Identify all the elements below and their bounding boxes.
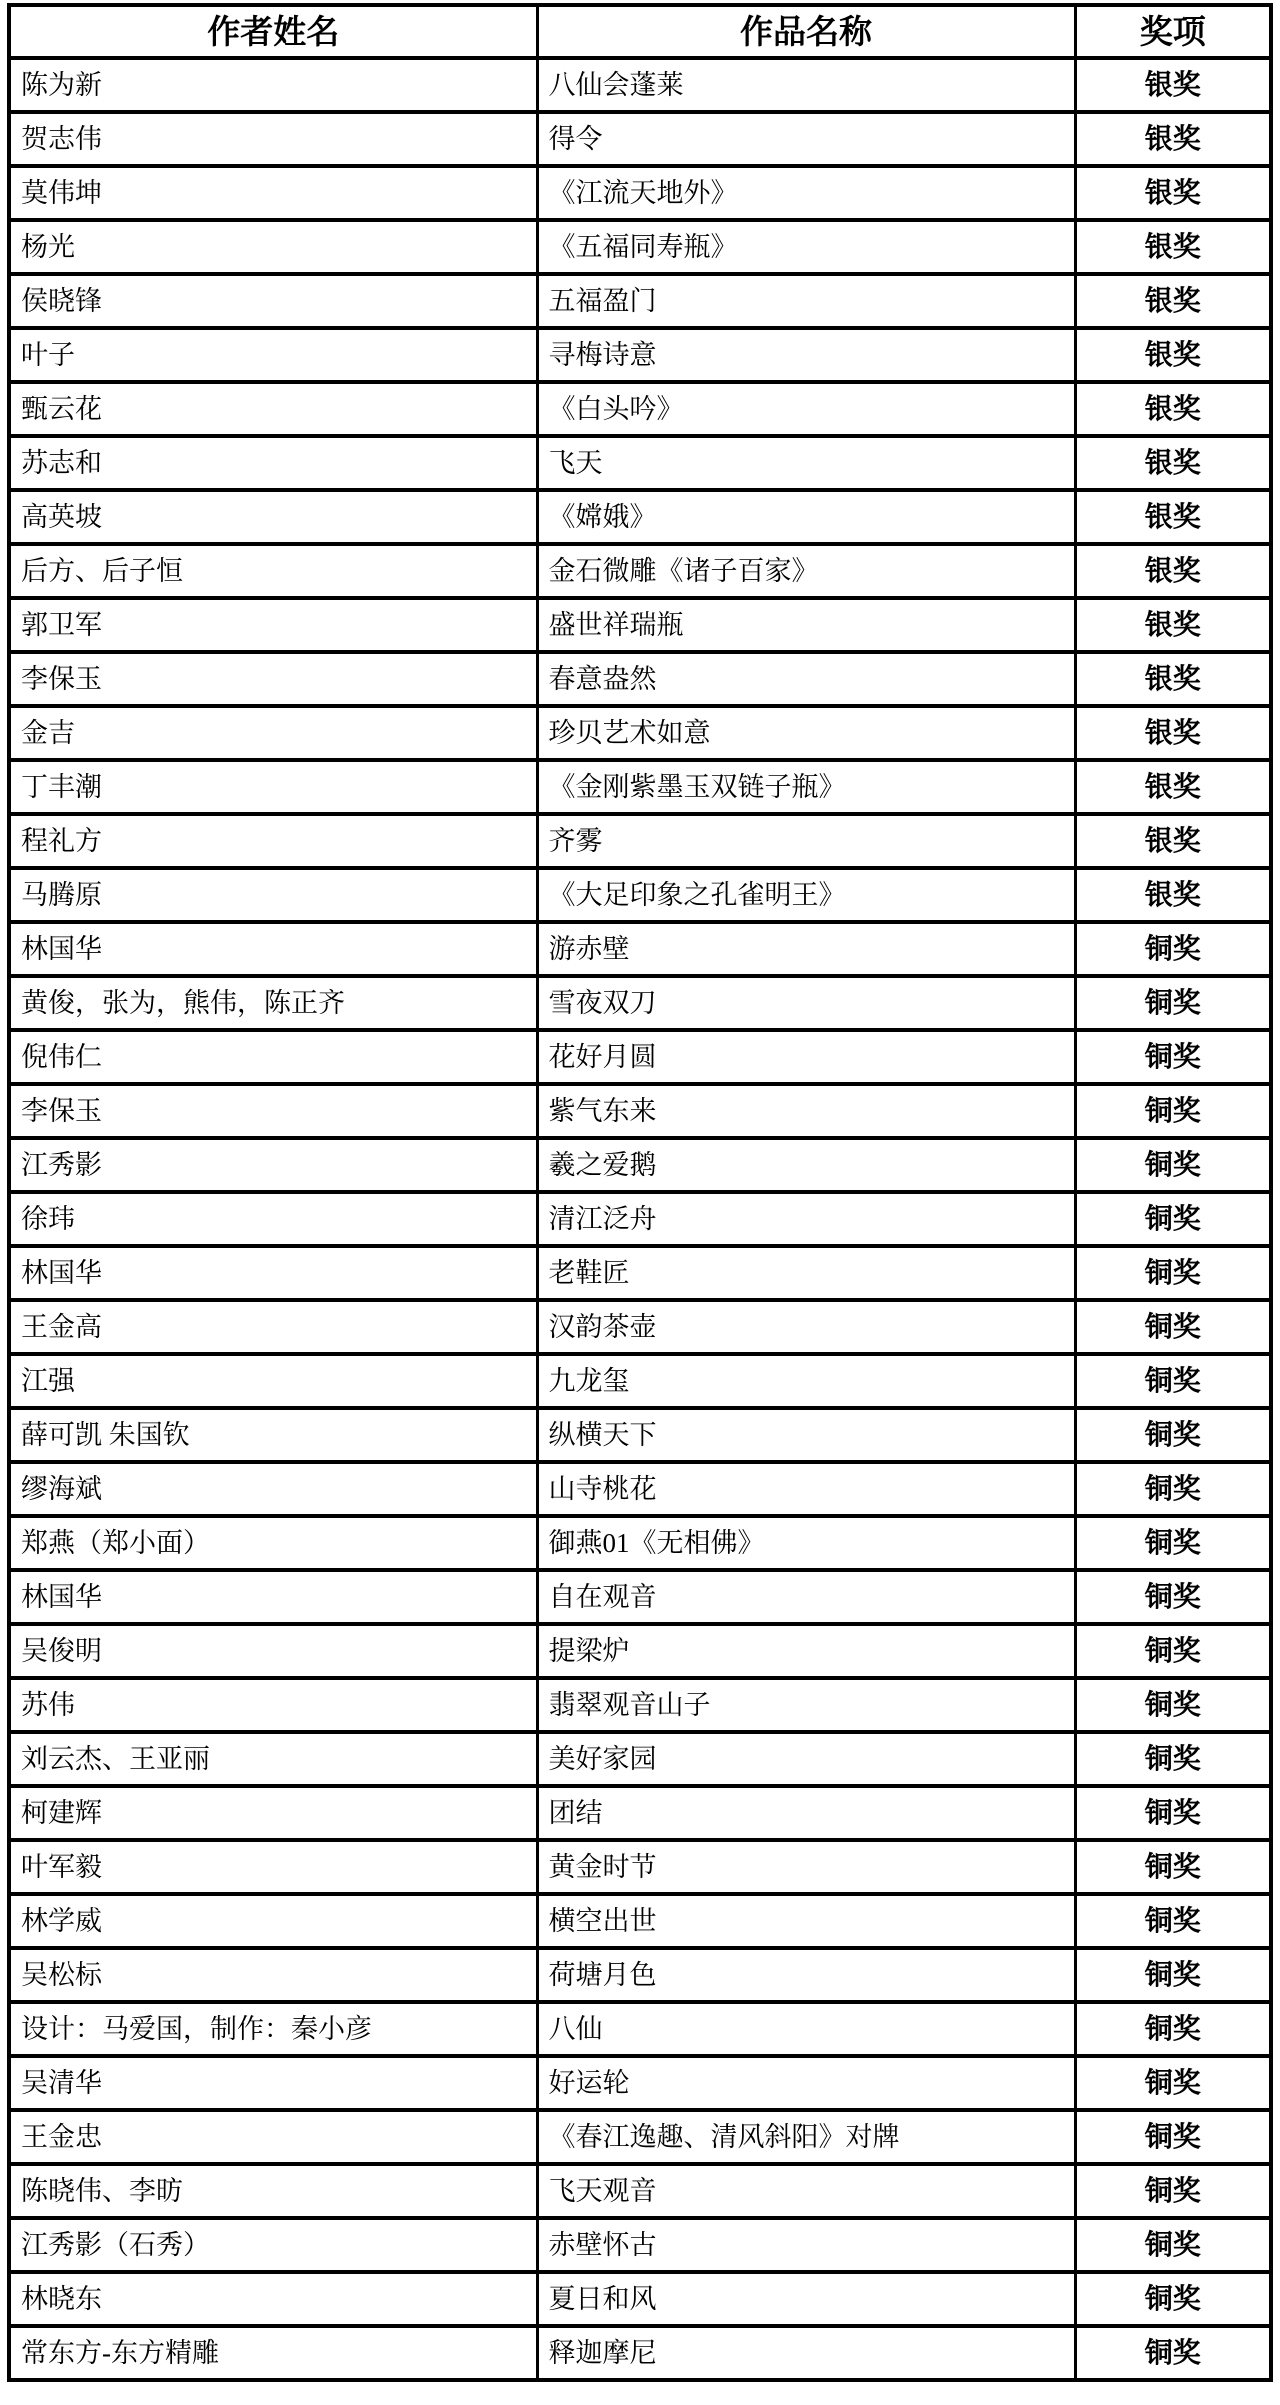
award-cell: 银奖 <box>1075 166 1271 220</box>
author-cell: 马腾原 <box>9 868 537 922</box>
award-cell: 银奖 <box>1075 544 1271 598</box>
work-cell: 美好家园 <box>537 1732 1075 1786</box>
table-row <box>9 274 1271 328</box>
award-cell: 铜奖 <box>1075 2056 1271 2110</box>
work-cell: 紫气东来 <box>537 1084 1075 1138</box>
author-cell: 林国华 <box>9 922 537 976</box>
award-cell: 铜奖 <box>1075 1732 1271 1786</box>
award-cell: 铜奖 <box>1075 976 1271 1030</box>
table-row <box>9 544 1271 598</box>
award-cell: 铜奖 <box>1075 1408 1271 1462</box>
author-cell: 陈为新 <box>9 58 537 112</box>
table-row <box>9 328 1271 382</box>
author-cell: 侯晓锋 <box>9 274 537 328</box>
table-row <box>9 2056 1271 2110</box>
author-cell: 林学威 <box>9 1894 537 1948</box>
author-cell: 甄云花 <box>9 382 537 436</box>
author-cell: 金吉 <box>9 706 537 760</box>
table-row <box>9 1462 1271 1516</box>
work-cell: 《春江逸趣、清风斜阳》对牌 <box>537 2110 1075 2164</box>
author-cell: 贺志伟 <box>9 112 537 166</box>
table-row <box>9 490 1271 544</box>
work-cell: 《大足印象之孔雀明王》 <box>537 868 1075 922</box>
table-header <box>9 5 1271 58</box>
work-cell: 雪夜双刀 <box>537 976 1075 1030</box>
author-cell: 李保玉 <box>9 652 537 706</box>
award-cell: 铜奖 <box>1075 1948 1271 2002</box>
table-row <box>9 598 1271 652</box>
author-cell: 江秀影 <box>9 1138 537 1192</box>
author-cell: 缪海斌 <box>9 1462 537 1516</box>
author-cell: 苏志和 <box>9 436 537 490</box>
author-cell: 徐玮 <box>9 1192 537 1246</box>
table-row <box>9 1084 1271 1138</box>
award-cell: 银奖 <box>1075 760 1271 814</box>
author-cell: 吴清华 <box>9 2056 537 2110</box>
work-cell: 清江泛舟 <box>537 1192 1075 1246</box>
award-cell: 铜奖 <box>1075 1678 1271 1732</box>
work-cell: 赤壁怀古 <box>537 2218 1075 2272</box>
table-row <box>9 1192 1271 1246</box>
table-row <box>9 814 1271 868</box>
author-cell: 倪伟仁 <box>9 1030 537 1084</box>
author-cell: 莫伟坤 <box>9 166 537 220</box>
author-cell: 江秀影（石秀） <box>9 2218 537 2272</box>
work-cell: 春意盎然 <box>537 652 1075 706</box>
work-cell: 御燕01《无相佛》 <box>537 1516 1075 1570</box>
work-cell: 横空出世 <box>537 1894 1075 1948</box>
work-cell: 得令 <box>537 112 1075 166</box>
award-cell: 铜奖 <box>1075 1462 1271 1516</box>
award-cell: 银奖 <box>1075 868 1271 922</box>
table-row <box>9 1624 1271 1678</box>
work-cell: 《金刚紫墨玉双链子瓶》 <box>537 760 1075 814</box>
table-row <box>9 166 1271 220</box>
award-cell: 铜奖 <box>1075 1192 1271 1246</box>
work-cell: 自在观音 <box>537 1570 1075 1624</box>
work-cell: 《嫦娥》 <box>537 490 1075 544</box>
table-row <box>9 2110 1271 2164</box>
table-row <box>9 436 1271 490</box>
award-cell: 铜奖 <box>1075 1624 1271 1678</box>
work-cell: 山寺桃花 <box>537 1462 1075 1516</box>
work-cell: 提梁炉 <box>537 1624 1075 1678</box>
author-cell: 程礼方 <box>9 814 537 868</box>
award-cell: 银奖 <box>1075 382 1271 436</box>
author-cell: 杨光 <box>9 220 537 274</box>
award-cell: 银奖 <box>1075 58 1271 112</box>
author-cell: 郑燕（郑小面） <box>9 1516 537 1570</box>
award-cell: 铜奖 <box>1075 1786 1271 1840</box>
award-cell: 铜奖 <box>1075 1246 1271 1300</box>
author-cell: 后方、后子恒 <box>9 544 537 598</box>
work-cell: 团结 <box>537 1786 1075 1840</box>
author-cell: 林晓东 <box>9 2272 537 2326</box>
work-cell: 翡翠观音山子 <box>537 1678 1075 1732</box>
author-cell: 吴俊明 <box>9 1624 537 1678</box>
award-cell: 铜奖 <box>1075 1300 1271 1354</box>
award-cell: 银奖 <box>1075 598 1271 652</box>
work-cell: 九龙玺 <box>537 1354 1075 1408</box>
work-cell: 金石微雕《诸子百家》 <box>537 544 1075 598</box>
work-cell: 游赤壁 <box>537 922 1075 976</box>
column-header-award: 奖项 <box>1075 5 1271 58</box>
table-row <box>9 2326 1271 2380</box>
award-cell: 银奖 <box>1075 328 1271 382</box>
author-cell: 李保玉 <box>9 1084 537 1138</box>
work-cell: 八仙会蓬莱 <box>537 58 1075 112</box>
table-row <box>9 1516 1271 1570</box>
table-row <box>9 922 1271 976</box>
work-cell: 花好月圆 <box>537 1030 1075 1084</box>
table-row <box>9 1948 1271 2002</box>
table-row <box>9 706 1271 760</box>
table-row <box>9 112 1271 166</box>
work-cell: 寻梅诗意 <box>537 328 1075 382</box>
work-cell: 羲之爱鹅 <box>537 1138 1075 1192</box>
author-cell: 高英坡 <box>9 490 537 544</box>
column-header-work: 作品名称 <box>537 5 1075 58</box>
work-cell: 荷塘月色 <box>537 1948 1075 2002</box>
award-cell: 铜奖 <box>1075 1840 1271 1894</box>
work-cell: 纵横天下 <box>537 1408 1075 1462</box>
award-cell: 铜奖 <box>1075 2218 1271 2272</box>
author-cell: 郭卫军 <box>9 598 537 652</box>
award-cell: 铜奖 <box>1075 2110 1271 2164</box>
award-cell: 银奖 <box>1075 706 1271 760</box>
award-cell: 铜奖 <box>1075 2164 1271 2218</box>
work-cell: 《白头吟》 <box>537 382 1075 436</box>
table-row <box>9 2272 1271 2326</box>
table-row <box>9 1732 1271 1786</box>
award-cell: 铜奖 <box>1075 922 1271 976</box>
header-row <box>9 5 1271 58</box>
award-cell: 铜奖 <box>1075 1030 1271 1084</box>
work-cell: 汉韵茶壶 <box>537 1300 1075 1354</box>
work-cell: 五福盈门 <box>537 274 1075 328</box>
author-cell: 王金高 <box>9 1300 537 1354</box>
table-row <box>9 760 1271 814</box>
table-row <box>9 652 1271 706</box>
work-cell: 飞天 <box>537 436 1075 490</box>
table-row <box>9 220 1271 274</box>
author-cell: 苏伟 <box>9 1678 537 1732</box>
work-cell: 珍贝艺术如意 <box>537 706 1075 760</box>
award-cell: 铜奖 <box>1075 1570 1271 1624</box>
table-row <box>9 382 1271 436</box>
table-row <box>9 1786 1271 1840</box>
table-row <box>9 58 1271 112</box>
award-cell: 铜奖 <box>1075 2272 1271 2326</box>
table-row <box>9 868 1271 922</box>
table-row <box>9 1408 1271 1462</box>
table-row <box>9 2218 1271 2272</box>
table-row <box>9 1300 1271 1354</box>
work-cell: 飞天观音 <box>537 2164 1075 2218</box>
author-cell: 刘云杰、王亚丽 <box>9 1732 537 1786</box>
award-cell: 银奖 <box>1075 112 1271 166</box>
author-cell: 林国华 <box>9 1570 537 1624</box>
table-body <box>9 58 1271 2380</box>
author-cell: 叶子 <box>9 328 537 382</box>
work-cell: 好运轮 <box>537 2056 1075 2110</box>
author-cell: 叶军毅 <box>9 1840 537 1894</box>
author-cell: 王金忠 <box>9 2110 537 2164</box>
author-cell: 丁丰潮 <box>9 760 537 814</box>
award-cell: 银奖 <box>1075 436 1271 490</box>
author-cell: 柯建辉 <box>9 1786 537 1840</box>
author-cell: 江强 <box>9 1354 537 1408</box>
table-row <box>9 1138 1271 1192</box>
award-cell: 铜奖 <box>1075 1516 1271 1570</box>
table-row <box>9 2002 1271 2056</box>
award-cell: 银奖 <box>1075 814 1271 868</box>
author-cell: 林国华 <box>9 1246 537 1300</box>
table-row <box>9 1246 1271 1300</box>
award-cell: 铜奖 <box>1075 2002 1271 2056</box>
table-row <box>9 976 1271 1030</box>
work-cell: 夏日和风 <box>537 2272 1075 2326</box>
award-cell: 银奖 <box>1075 490 1271 544</box>
table-row <box>9 1678 1271 1732</box>
author-cell: 常东方-东方精雕 <box>9 2326 537 2380</box>
work-cell: 释迦摩尼 <box>537 2326 1075 2380</box>
table-row <box>9 1030 1271 1084</box>
table-row <box>9 1354 1271 1408</box>
work-cell: 《五福同寿瓶》 <box>537 220 1075 274</box>
author-cell: 薛可凯 朱国钦 <box>9 1408 537 1462</box>
award-cell: 铜奖 <box>1075 1138 1271 1192</box>
award-cell: 铜奖 <box>1075 2326 1271 2380</box>
work-cell: 老鞋匠 <box>537 1246 1075 1300</box>
table-row <box>9 2164 1271 2218</box>
work-cell: 盛世祥瑞瓶 <box>537 598 1075 652</box>
author-cell: 陈晓伟、李昉 <box>9 2164 537 2218</box>
work-cell: 八仙 <box>537 2002 1075 2056</box>
table-row <box>9 1894 1271 1948</box>
table-row <box>9 1840 1271 1894</box>
author-cell: 吴松标 <box>9 1948 537 2002</box>
award-cell: 银奖 <box>1075 652 1271 706</box>
column-header-author: 作者姓名 <box>9 5 537 58</box>
award-cell: 铜奖 <box>1075 1894 1271 1948</box>
table-row <box>9 1570 1271 1624</box>
award-cell: 铜奖 <box>1075 1084 1271 1138</box>
author-cell: 黄俊，张为，熊伟，陈正齐 <box>9 976 537 1030</box>
award-cell: 铜奖 <box>1075 1354 1271 1408</box>
work-cell: 齐雾 <box>537 814 1075 868</box>
author-cell: 设计：马爱国，制作：秦小彦 <box>9 2002 537 2056</box>
work-cell: 黄金时节 <box>537 1840 1075 1894</box>
award-cell: 银奖 <box>1075 220 1271 274</box>
work-cell: 《江流天地外》 <box>537 166 1075 220</box>
awards-table <box>7 3 1273 2382</box>
award-cell: 银奖 <box>1075 274 1271 328</box>
